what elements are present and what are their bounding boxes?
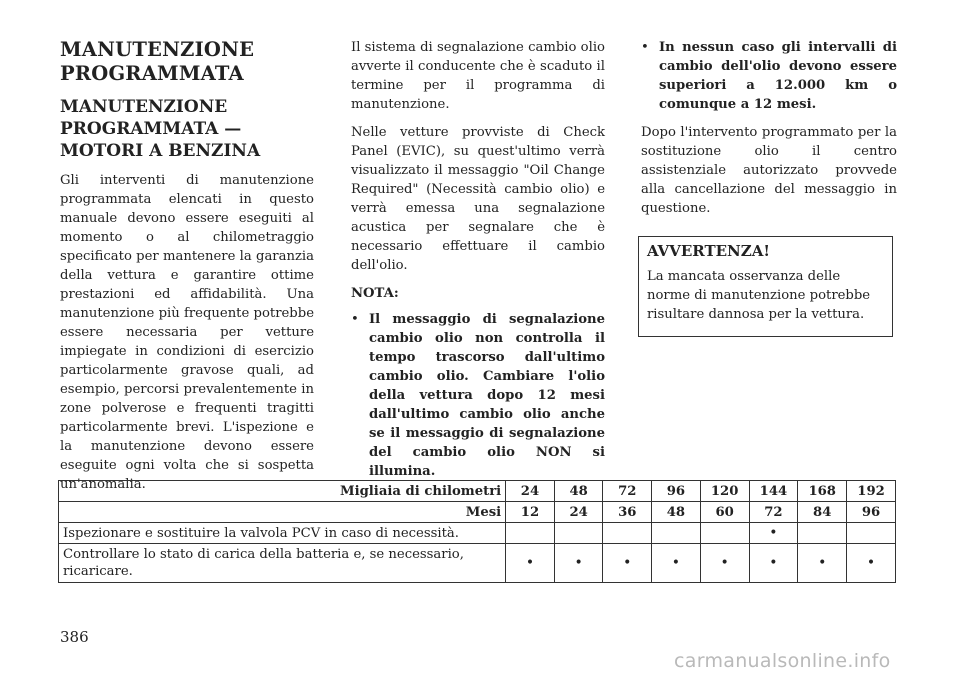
months-header-row-value: 12 bbox=[506, 502, 555, 523]
months-header-row-value: 60 bbox=[700, 502, 749, 523]
middle-column bbox=[351, 38, 605, 490]
km-header-row-value: 144 bbox=[749, 481, 798, 502]
schedule-mark: • bbox=[700, 544, 749, 583]
schedule-mark: • bbox=[847, 544, 896, 583]
schedule-mark bbox=[506, 523, 555, 544]
months-header-row-value: 24 bbox=[554, 502, 603, 523]
schedule-mark bbox=[847, 523, 896, 544]
schedule-mark: • bbox=[652, 544, 701, 583]
schedule-mark bbox=[554, 523, 603, 544]
schedule-mark: • bbox=[554, 544, 603, 583]
months-header-row-label: Mesi bbox=[59, 502, 506, 523]
note-bullet-text: Il messaggio di segnalazione cambio olio non controlla il tempo trascorso dall'ultimo cambio olio. Cambiare l'olio della vettura dopo 12 mesi dall'ultimo cambio olio anche se il messaggio di segnalazione del cambio olio NON si illumina. bbox=[369, 312, 605, 479]
task-label: Ispezionare e sostituire la valvola PCV in caso di necessità. bbox=[59, 523, 506, 544]
left-column bbox=[60, 38, 314, 503]
table-row bbox=[59, 523, 896, 544]
evic-paragraph: Nelle vetture provviste di Check Panel (EVIC), su quest'ultimo verrà visualizzato il messaggio "Oil Change Required" (Necessità cambio olio) e verrà emessa una segnalazione acustica per segnalare che è necessario effettuare il cambio dell'olio. bbox=[351, 125, 605, 273]
schedule-mark: • bbox=[506, 544, 555, 583]
task-label: Controllare lo stato di carica della batteria e, se necessario, ricaricare. bbox=[59, 544, 506, 583]
interval-bullet-text: In nessun caso gli intervalli di cambio dell'olio devono essere superiori a 12.000 km o comunque a 12 mesi. bbox=[659, 40, 897, 112]
schedule-mark: • bbox=[798, 544, 847, 583]
schedule-mark: • bbox=[603, 544, 652, 583]
page-number: 386 bbox=[60, 628, 89, 646]
km-header-row-value: 120 bbox=[700, 481, 749, 502]
table-row bbox=[59, 544, 896, 583]
km-header-row-value: 96 bbox=[652, 481, 701, 502]
intro-paragraph: Gli interventi di manutenzione programmata elencati in questo manuale devono essere eseguiti al momento o al chilometraggio specificato per mantenere la garanzia della vettura e garantire ottime prestazioni ed affidabilità. Una manutenzione più frequente potrebbe essere necessaria per vetture impiegate in condizioni di esercizio particolarmente gravose quali, ad esempio, percorsi prevalentemente in zone polverose e frequenti tragitti particolarmente brevi. L'ispezione e la manutenzione devono essere eseguite ogni volta che si sospetta un'anomalia. bbox=[60, 173, 314, 492]
interval-bullet bbox=[641, 38, 897, 114]
page-title: MANUTENZIONE PROGRAMMATA bbox=[60, 38, 255, 85]
right-column bbox=[641, 38, 897, 337]
bullet-icon: • bbox=[641, 40, 649, 55]
maintenance-schedule-table bbox=[58, 480, 896, 583]
months-header-row-value: 48 bbox=[652, 502, 701, 523]
schedule-mark: • bbox=[749, 544, 798, 583]
km-header-row-label: Migliaia di chilometri bbox=[59, 481, 506, 502]
watermark: carmanualsonline.info bbox=[674, 650, 891, 672]
schedule-mark: • bbox=[749, 523, 798, 544]
months-header-row-value: 72 bbox=[749, 502, 798, 523]
warning-text: La mancata osservanza delle norme di manutenzione potrebbe risultare dannosa per la vettura. bbox=[647, 269, 871, 322]
note-bullet bbox=[351, 310, 605, 481]
months-header-row-value: 36 bbox=[603, 502, 652, 523]
schedule-mark bbox=[700, 523, 749, 544]
schedule-mark bbox=[603, 523, 652, 544]
section-heading: MANUTENZIONE PROGRAMMATA — MOTORI A BENZINA bbox=[60, 97, 261, 161]
warning-box bbox=[638, 236, 893, 337]
km-header-row-value: 168 bbox=[798, 481, 847, 502]
oil-change-paragraph: Il sistema di segnalazione cambio olio avverte il conducente che è scaduto il termine per il programma di manutenzione. bbox=[351, 40, 605, 112]
warning-title: AVVERTENZA! bbox=[647, 242, 770, 260]
schedule-mark bbox=[798, 523, 847, 544]
km-header-row-value: 24 bbox=[506, 481, 555, 502]
schedule-mark bbox=[652, 523, 701, 544]
months-header-row-value: 96 bbox=[847, 502, 896, 523]
months-header-row-value: 84 bbox=[798, 502, 847, 523]
reset-paragraph: Dopo l'intervento programmato per la sostituzione olio il centro assistenziale autorizzato provvede alla cancellazione del messaggio in questione. bbox=[641, 125, 897, 216]
km-header-row bbox=[59, 481, 896, 502]
km-header-row-value: 48 bbox=[554, 481, 603, 502]
km-header-row-value: 192 bbox=[847, 481, 896, 502]
months-header-row bbox=[59, 502, 896, 523]
bullet-icon: • bbox=[351, 312, 359, 327]
note-label: NOTA: bbox=[351, 286, 399, 301]
km-header-row-value: 72 bbox=[603, 481, 652, 502]
